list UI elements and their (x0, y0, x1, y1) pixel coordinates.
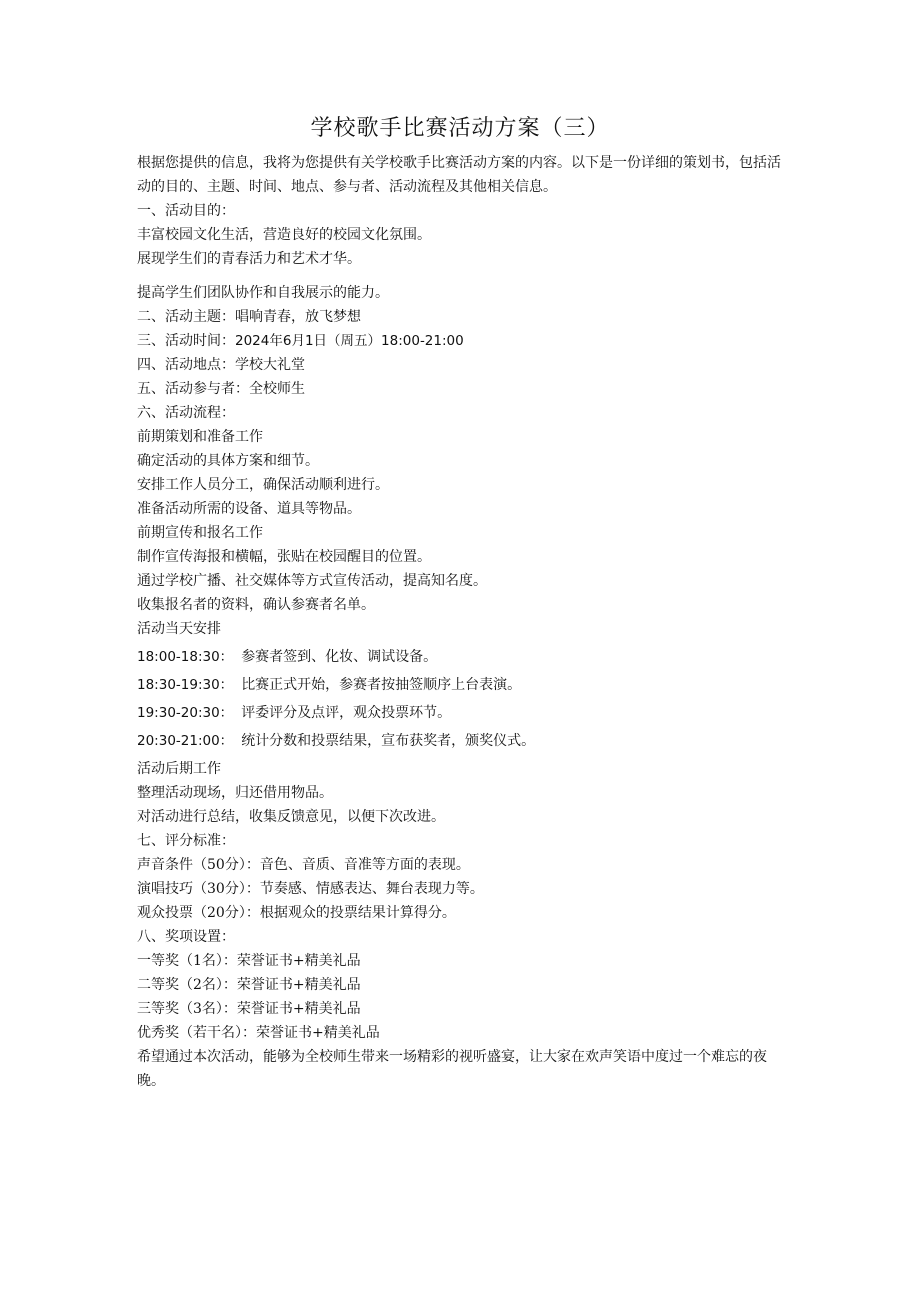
schedule-row (137, 645, 787, 669)
closing-paragraph: 希望通过本次活动，能够为全校师生带来一场精彩的视听盛宴，让大家在欢声笑语中度过一个难忘的夜晚。 (137, 1049, 767, 1089)
intro-paragraph: 根据您提供的信息，我将为您提供有关学校歌手比赛活动方案的内容。以下是一份详细的策划书，包括活动的目的、主题、时间、地点、参与者、活动流程及其他相关信息。 (137, 155, 781, 195)
criteria-item: 声音条件（50分）：音色、音质、音准等方面的表现。 (137, 857, 470, 873)
schedule-desc: 参赛者签到、化妆、调试设备。 (241, 649, 438, 665)
schedule-row (137, 673, 787, 697)
award-item: 一等奖（1名）：荣誉证书+精美礼品 (137, 953, 361, 969)
schedule-time: 20:30-21:00： (137, 733, 234, 749)
schedule-time: 18:30-19:30： (137, 677, 234, 693)
phase-title: 活动后期工作 (137, 761, 221, 777)
phase-title: 前期宣传和报名工作 (137, 525, 263, 541)
section-participants: 五、活动参与者：全校师生 (137, 381, 305, 397)
criteria-item: 演唱技巧（30分）：节奏感、情感表达、舞台表现力等。 (137, 881, 484, 897)
section-heading-purpose: 一、活动目的： (137, 203, 235, 219)
section-heading-criteria: 七、评分标准： (137, 833, 235, 849)
schedule-time: 18:00-18:30： (137, 649, 234, 665)
section-location: 四、活动地点：学校大礼堂 (137, 357, 305, 373)
section-heading-awards: 八、奖项设置： (137, 929, 235, 945)
phase-item: 安排工作人员分工，确保活动顺利进行。 (137, 477, 389, 493)
schedule-row (137, 701, 787, 725)
schedule-desc: 评委评分及点评，观众投票环节。 (241, 705, 452, 721)
phase-item: 通过学校广播、社交媒体等方式宣传活动，提高知名度。 (137, 573, 487, 589)
award-item: 优秀奖（若干名）：荣誉证书+精美礼品 (137, 1025, 380, 1041)
section-time-value: 2024年6月1日（周五）18:00-21:00 (235, 333, 464, 349)
section-time-label: 三、活动时间： (137, 333, 235, 349)
phase-item: 确定活动的具体方案和细节。 (137, 453, 319, 469)
phase-item: 整理活动现场，归还借用物品。 (137, 785, 333, 801)
purpose-item: 展现学生们的青春活力和艺术才华。 (137, 251, 361, 267)
award-item: 二等奖（2名）：荣誉证书+精美礼品 (137, 977, 361, 993)
phase-item: 对活动进行总结，收集反馈意见，以便下次改进。 (137, 809, 445, 825)
document-title: 学校歌手比赛活动方案（三） (310, 116, 610, 141)
purpose-item: 提高学生们团队协作和自我展示的能力。 (137, 285, 389, 301)
purpose-item: 丰富校园文化生活，营造良好的校园文化氛围。 (137, 227, 431, 243)
phase-title: 前期策划和准备工作 (137, 429, 263, 445)
phase-item: 准备活动所需的设备、道具等物品。 (137, 501, 361, 517)
award-item: 三等奖（3名）：荣誉证书+精美礼品 (137, 1001, 361, 1017)
phase-item: 制作宣传海报和横幅，张贴在校园醒目的位置。 (137, 549, 431, 565)
phase-title: 活动当天安排 (137, 621, 221, 637)
schedule-row (137, 729, 787, 753)
section-time (137, 329, 787, 353)
schedule-desc: 比赛正式开始，参赛者按抽签顺序上台表演。 (241, 677, 522, 693)
criteria-item: 观众投票（20分）：根据观众的投票结果计算得分。 (137, 905, 456, 921)
schedule-desc: 统计分数和投票结果，宣布获奖者，颁奖仪式。 (241, 733, 536, 749)
section-heading-process: 六、活动流程： (137, 405, 235, 421)
document-body (137, 151, 787, 1093)
phase-item: 收集报名者的资料，确认参赛者名单。 (137, 597, 375, 613)
schedule-time: 19:30-20:30： (137, 705, 234, 721)
section-theme: 二、活动主题：唱响青春，放飞梦想 (137, 309, 361, 325)
